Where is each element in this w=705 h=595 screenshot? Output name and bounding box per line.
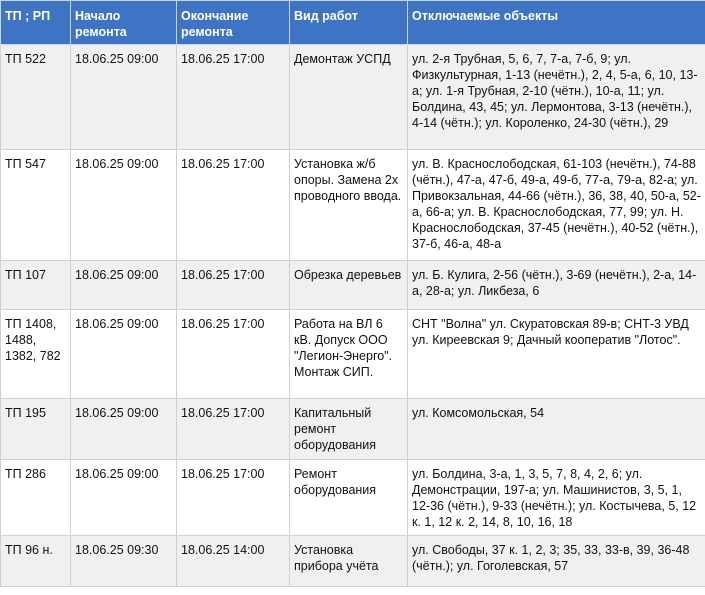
cell-end: 18.06.25 17:00 [177, 45, 290, 150]
cell-substation: ТП 547 [1, 150, 71, 261]
header-end: Окончание ремонта [177, 1, 290, 45]
cell-affected-objects: СНТ "Волна" ул. Скуратовская 89-в; СНТ-3 УВД ул. Киреевская 9; Дачный кооператив "Лотос". [408, 310, 705, 399]
cell-work-type: Установка ж/б опоры. Замена 2х проводного ввода. [290, 150, 408, 261]
cell-affected-objects: ул. 2-я Трубная, 5, 6, 7, 7-а, 7-б, 9; ул. Физкультурная, 1-13 (нечётн.), 2, 4, 5-а, 6, 10, 13-а; ул. 1-я Трубная, 2-10 (чётн.), 10-а, 11; ул. Болдина, 43, 45; ул. Лермонтова, 3-13 (нечётн.), 4-14 (чётн.); ул. Короленко, 24-30 (чётн.), 29 [408, 45, 705, 150]
cell-end: 18.06.25 17:00 [177, 460, 290, 536]
cell-substation: ТП 107 [1, 261, 71, 310]
cell-end: 18.06.25 17:00 [177, 399, 290, 460]
cell-end: 18.06.25 14:00 [177, 536, 290, 587]
table-body [1, 45, 705, 587]
cell-affected-objects: ул. Комсомольская, 54 [408, 399, 705, 460]
table-row [1, 460, 705, 536]
header-substation: ТП ; РП [1, 1, 71, 45]
cell-end: 18.06.25 17:00 [177, 150, 290, 261]
cell-start: 18.06.25 09:00 [71, 45, 177, 150]
header-row [1, 1, 705, 45]
table-header [1, 1, 705, 45]
table-row [1, 45, 705, 150]
cell-substation: ТП 96 н. [1, 536, 71, 587]
cell-start: 18.06.25 09:30 [71, 536, 177, 587]
cell-affected-objects: ул. В. Краснослободская, 61-103 (нечётн.), 74-88 (чётн.), 47-а, 47-б, 49-а, 49-б, 77-а, 79-а, 82-а; ул. Привокзальная, 44-66 (чётн.), 36, 38, 40, 50-а, 52-а, 66-а; ул. В. Краснослободская, 77, 99; ул. Н. Краснослободская, 37-45 (нечётн.), 40-52 (чётн.), 37-б, 46-а, 48-а [408, 150, 705, 261]
cell-affected-objects: ул. Свободы, 37 к. 1, 2, 3; 35, 33, 33-в, 39, 36-48 (чётн.); ул. Гоголевская, 57 [408, 536, 705, 587]
cell-start: 18.06.25 09:00 [71, 261, 177, 310]
header-affected-objects: Отключаемые объекты [408, 1, 705, 45]
cell-end: 18.06.25 17:00 [177, 310, 290, 399]
cell-substation: ТП 522 [1, 45, 71, 150]
cell-start: 18.06.25 09:00 [71, 310, 177, 399]
header-start: Начало ремонта [71, 1, 177, 45]
cell-work-type: Работа на ВЛ 6 кВ. Допуск ООО "Легион-Энерго". Монтаж СИП. [290, 310, 408, 399]
cell-work-type: Установка прибора учёта [290, 536, 408, 587]
table-row [1, 399, 705, 460]
cell-start: 18.06.25 09:00 [71, 150, 177, 261]
header-work-type: Вид работ [290, 1, 408, 45]
cell-start: 18.06.25 09:00 [71, 460, 177, 536]
cell-start: 18.06.25 09:00 [71, 399, 177, 460]
cell-end: 18.06.25 17:00 [177, 261, 290, 310]
table-row [1, 150, 705, 261]
cell-substation: ТП 195 [1, 399, 71, 460]
cell-work-type: Демонтаж УСПД [290, 45, 408, 150]
table-row [1, 261, 705, 310]
table-row [1, 310, 705, 399]
cell-substation: ТП 1408, 1488, 1382, 782 [1, 310, 71, 399]
cell-affected-objects: ул. Болдина, 3-а, 1, 3, 5, 7, 8, 4, 2, 6; ул. Демонстрации, 197-а; ул. Машинистов, 3, 5, 1, 12-36 (чётн.), 9-33 (нечётн.); ул. Костычева, 5, 12 к. 1, 12 к. 2, 14, 8, 10, 16, 18 [408, 460, 705, 536]
cell-work-type: Капитальный ремонт оборудования [290, 399, 408, 460]
cell-work-type: Обрезка деревьев [290, 261, 408, 310]
table-row [1, 536, 705, 587]
cell-substation: ТП 286 [1, 460, 71, 536]
cell-work-type: Ремонт оборудования [290, 460, 408, 536]
cell-affected-objects: ул. Б. Кулига, 2-56 (чётн.), 3-69 (нечётн.), 2-а, 14-а, 28-а; ул. Ликбеза, 6 [408, 261, 705, 310]
